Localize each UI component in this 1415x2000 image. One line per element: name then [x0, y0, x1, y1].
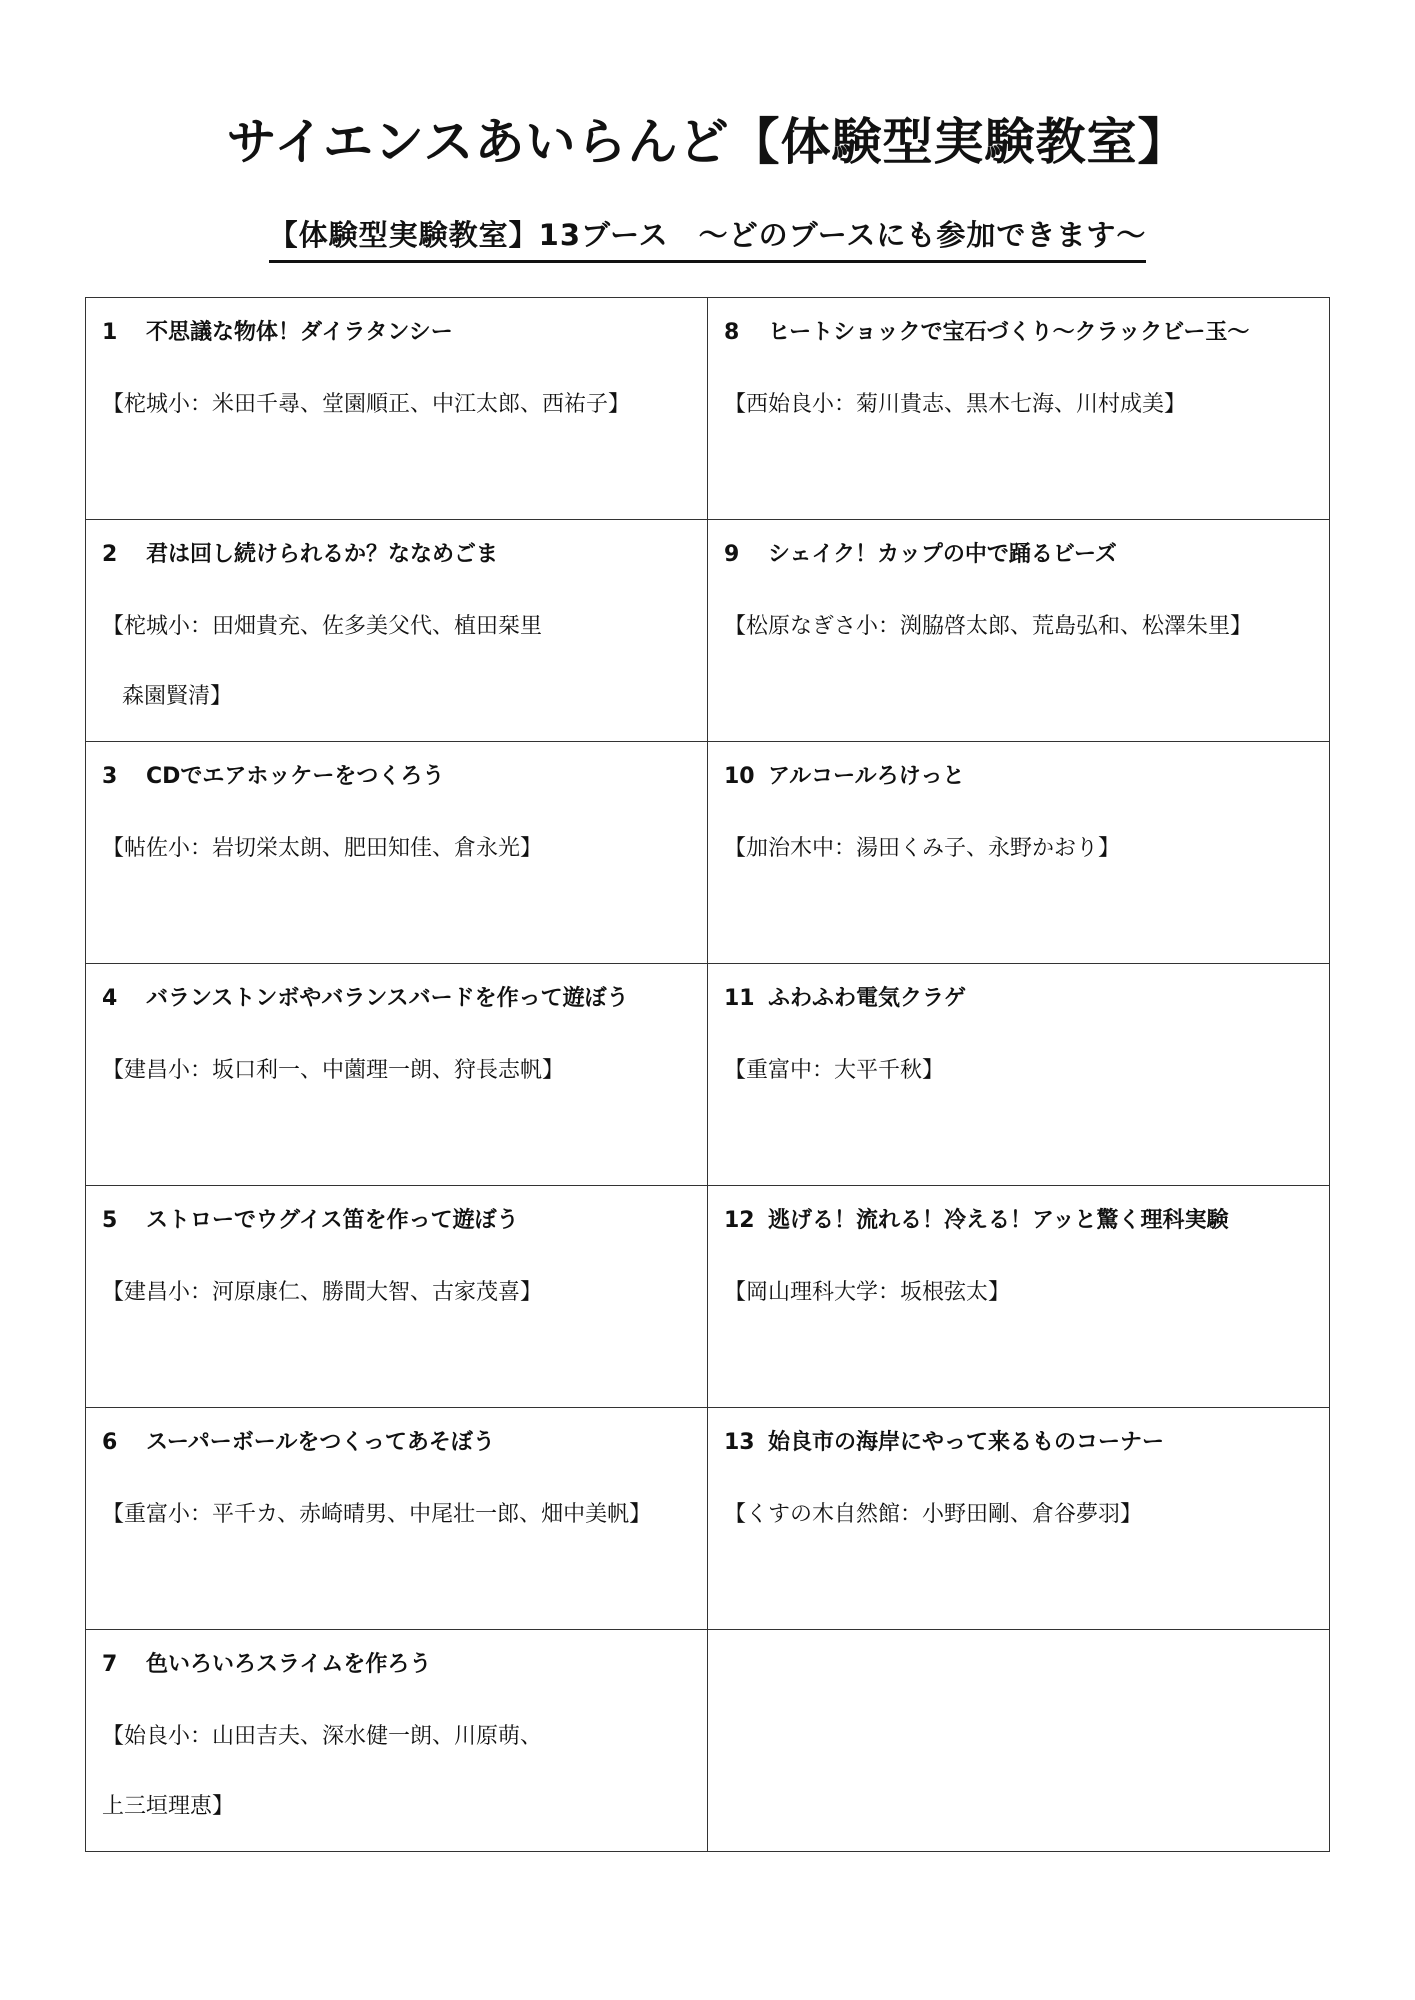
booth-title: CDでエアホッケーをつくろう: [146, 764, 445, 789]
booth-cell: [708, 1408, 1330, 1630]
booth-number: 6: [102, 1430, 118, 1455]
booth-heading: [724, 1206, 1319, 1236]
booth-row: [86, 298, 1330, 520]
booth-number: 8: [724, 320, 740, 345]
booth-staff: 【始良小：山田吉夫、深水健一朗、川原萌、: [102, 1724, 543, 1749]
booth-heading: [102, 318, 697, 348]
booth-cell: [86, 298, 708, 520]
booth-staff: 【加治木中：湯田くみ子、永野かおり】: [724, 836, 1121, 861]
booth-row: [86, 1186, 1330, 1408]
booth-title: ヒートショックで宝石づくり～クラックビー玉～: [768, 320, 1250, 345]
booth-number: 11: [724, 986, 755, 1011]
booth-cell: [708, 298, 1330, 520]
booth-cell: [86, 520, 708, 742]
booth-staff: 【西始良小：菊川貴志、黒木七海、川村成美】: [724, 392, 1187, 417]
booth-heading: [724, 318, 1319, 348]
booth-staff: 【重富小：平千カ、赤崎晴男、中尾壮一郎、畑中美帆】: [102, 1502, 652, 1527]
booth-table: [85, 297, 1330, 1852]
booth-row: [86, 964, 1330, 1186]
booth-title: 始良市の海岸にやって来るものコーナー: [768, 1430, 1165, 1455]
booth-number: 13: [724, 1430, 755, 1455]
booth-heading: [102, 1206, 697, 1236]
booth-cell: [708, 964, 1330, 1186]
page-title: サイエンスあいらんど【体験型実験教室】: [226, 113, 1189, 171]
booth-staff: 【建昌小：河原康仁、勝間大智、古家茂喜】: [102, 1280, 543, 1305]
booth-cell: [86, 742, 708, 964]
booth-title: シェイク！カップの中で踊るビーズ: [768, 542, 1117, 567]
booth-staff: 【松原なぎさ小：渕脇啓太郎、荒島弘和、松澤朱里】: [724, 614, 1253, 639]
booth-heading: [724, 762, 1319, 792]
booth-title: ストローでウグイス笛を作って遊ぼう: [146, 1208, 519, 1233]
booth-cell: [86, 1630, 708, 1852]
booth-number: 3: [102, 764, 118, 789]
booth-cell: [86, 1408, 708, 1630]
booth-number: 4: [102, 986, 118, 1011]
booth-heading: [724, 540, 1319, 570]
booth-number: 9: [724, 542, 740, 567]
booth-heading: [724, 984, 1319, 1014]
booth-heading: [724, 1428, 1319, 1458]
subtitle-container: [0, 213, 1415, 263]
booth-number: 7: [102, 1652, 118, 1677]
booth-number: 2: [102, 542, 118, 567]
booth-cell: [708, 520, 1330, 742]
booth-cell: [708, 1186, 1330, 1408]
booth-title: 不思議な物体！ダイラタンシー: [146, 320, 453, 345]
booth-staff: 【建昌小：坂口利一、中薗理一朗、狩長志帆】: [102, 1058, 565, 1083]
booth-title: スーパーボールをつくってあそぼう: [146, 1430, 495, 1455]
booth-row: [86, 742, 1330, 964]
booth-staff: 【くすの木自然館：小野田剛、倉谷夢羽】: [724, 1502, 1143, 1527]
booth-row: [86, 520, 1330, 742]
booth-staff-continued: 森園賢清】: [122, 684, 233, 709]
empty-cell: [708, 1630, 1330, 1852]
booth-staff: 【岡山理科大学：坂根弦太】: [724, 1280, 1011, 1305]
booth-title: 君は回し続けられるか？ななめごま: [146, 542, 499, 567]
booth-heading: [102, 1650, 697, 1680]
booth-row: [86, 1408, 1330, 1630]
booth-heading: [102, 762, 697, 792]
booth-staff: 【帖佐小：岩切栄太朗、肥田知佳、倉永光】: [102, 836, 543, 861]
booth-staff: 【重富中：大平千秋】: [724, 1058, 945, 1083]
booth-number: 12: [724, 1208, 755, 1233]
booth-number: 1: [102, 320, 118, 345]
booth-heading: [102, 1428, 697, 1458]
booth-heading: [102, 540, 697, 570]
booth-title: ふわふわ電気クラゲ: [768, 986, 967, 1011]
booth-number: 5: [102, 1208, 118, 1233]
booth-title: アルコールろけっと: [768, 764, 965, 789]
booth-staff-continued: 上三垣理恵】: [102, 1794, 235, 1819]
booth-cell: [708, 742, 1330, 964]
page-subtitle: 【体験型実験教室】13ブース ～どのブースにも参加できます～: [269, 213, 1147, 263]
booth-title: 逃げる！流れる！冷える！アッと驚く理科実験: [768, 1208, 1229, 1233]
booth-title: 色いろいろスライムを作ろう: [146, 1652, 432, 1677]
booth-title: バランストンボやバランスバードを作って遊ぼう: [146, 986, 629, 1011]
booth-cell: [86, 964, 708, 1186]
booth-staff: 【柁城小：田畑貴充、佐多美父代、植田栞里: [102, 614, 543, 639]
booth-number: 10: [724, 764, 755, 789]
booth-heading: [102, 984, 697, 1014]
booth-row: [86, 1630, 1330, 1852]
booth-cell: [86, 1186, 708, 1408]
booth-staff: 【柁城小：米田千尋、堂園順正、中江太郎、西祐子】: [102, 392, 631, 417]
